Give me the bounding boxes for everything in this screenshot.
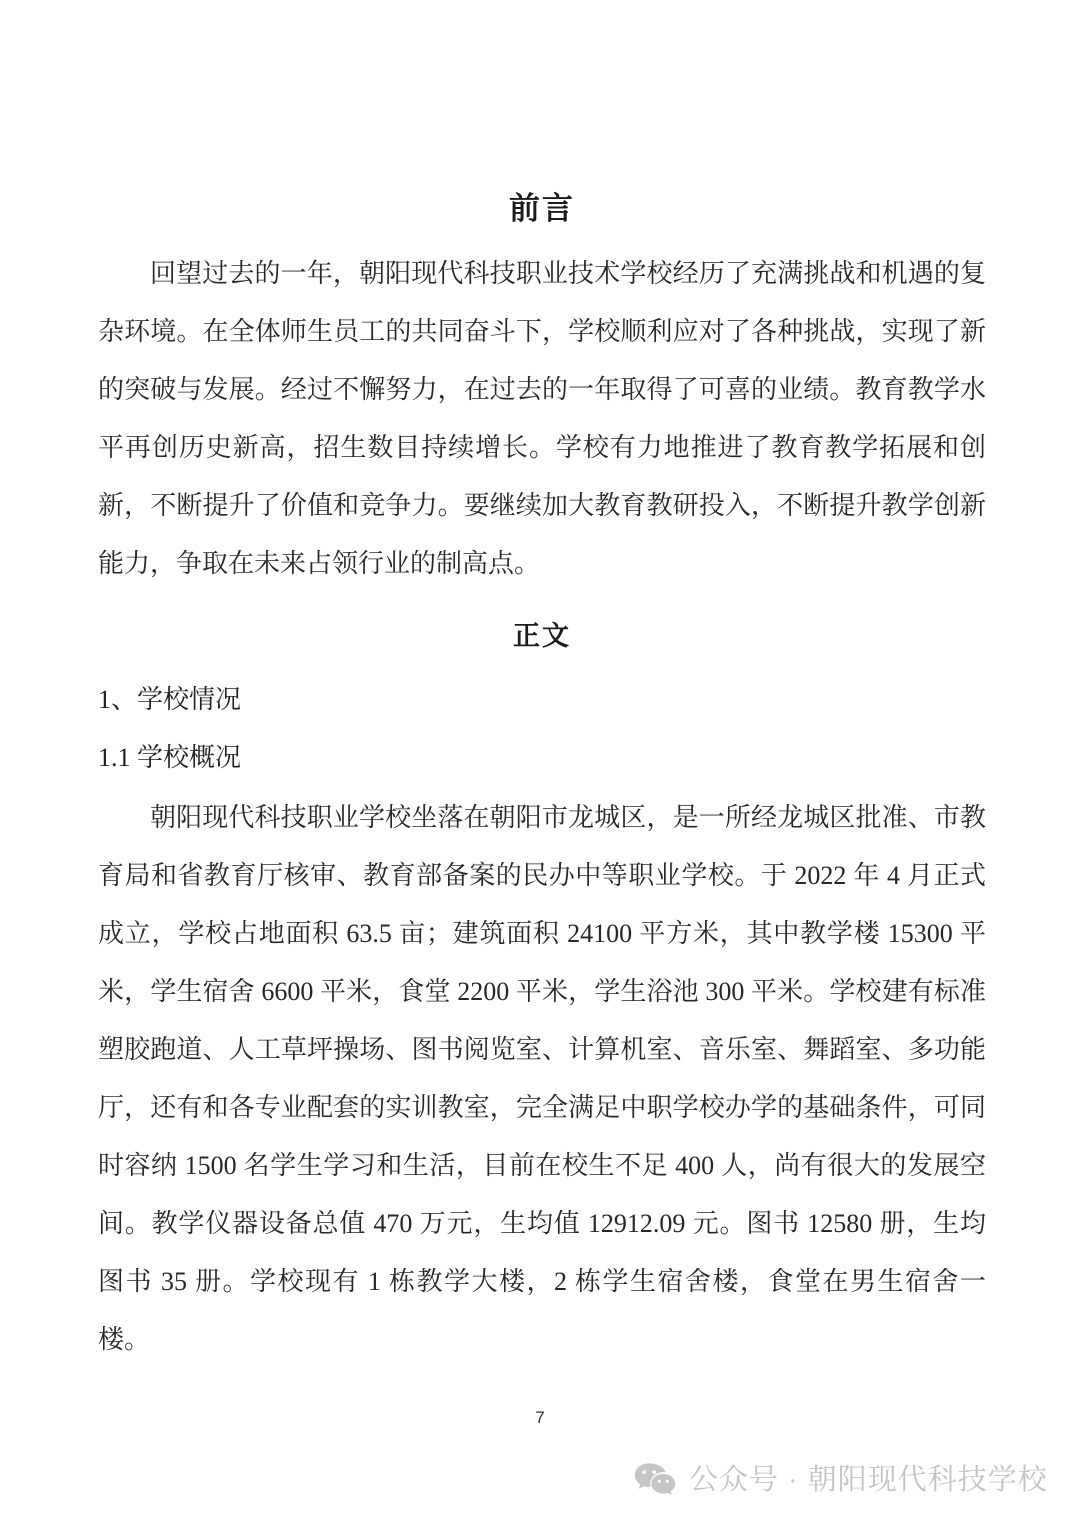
- heading-school-situation: 1、学校情况: [98, 684, 242, 714]
- foreword-paragraph: 回望过去的一年，朝阳现代科技职业技术学校经历了充满挑战和机遇的复杂环境。在全体师生员工的共同奋斗下，学校顺利应对了各种挑战，实现了新的突破与发展。经过不懈努力，在过去的一年取得了可喜的业绩。教育教学水平再创历史新高，招生数目持续增长。学校有力地推进了教育教学拓展和创新，不断提升了价值和竞争力。要继续加大教育教研投入，不断提升教学创新能力，争取在未来占领行业的制高点。: [98, 258, 986, 578]
- section-title: 正文: [513, 620, 571, 651]
- watermark-text: 公众号 · 朝阳现代科技学校: [689, 1463, 1048, 1496]
- page-number: 7: [535, 1408, 545, 1427]
- page-title: 前言: [509, 191, 575, 226]
- heading-school-overview: 1.1 学校概况: [98, 742, 242, 772]
- wechat-icon: [634, 1462, 676, 1498]
- watermark: [634, 1462, 1048, 1498]
- body-paragraph: 朝阳现代科技职业学校坐落在朝阳市龙城区，是一所经龙城区批准、市教育局和省教育厅核审、教育部备案的民办中等职业学校。于 2022 年 4 月正式成立，学校占地面积 63.5 亩；建筑面积 24100 平方米，其中教学楼 15300 平米，学生宿舍 6600 平米，食堂 2200 平米，学生浴池 300 平米。学校建有标准塑胶跑道、人工草坪操场、图书阅览室、计算机室、音乐室、舞蹈室、多功能厅，还有和各专业配套的实训教室，完全满足中职学校办学的基础条件，可同时容纳 1500 名学生学习和生活，目前在校生不足 400 人，尚有很大的发展空间。教学仪器设备总值 470 万元，生均值 12912.09 元。图书 12580 册，生均图书 35 册。学校现有 1 栋教学大楼，2 栋学生宿舍楼，食堂在男生宿舍一楼。: [98, 802, 986, 1354]
- document-content: [98, 0, 986, 1369]
